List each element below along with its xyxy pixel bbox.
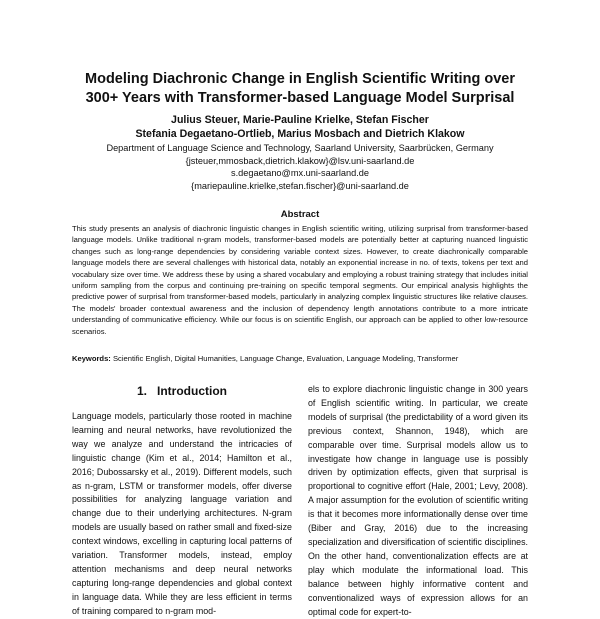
abstract-heading: Abstract	[280, 209, 320, 220]
email-uni: {mariepauline.krielke,stefan.fischer}@uni-saarland.de	[191, 180, 409, 191]
authors-line-2: Stefania Degaetano-Ortlieb, Marius Mosbach and Dietrich Klakow	[135, 127, 465, 140]
email-mx: s.degaetano@mx.uni-saarland.de	[230, 168, 370, 179]
intro-right-column: els to explore diachronic linguistic change in 300 years of English scientific writing. In particular, we create models of surprisal (the predictability of a word given its previous context, Shannon, 1948), which are comparable over time. Surprisal models allow us to investigate how change in language use is possibly driven by optimization effects, given that surprisal is proportional to cognitive effort (Hale, 2001; Levy, 2008). A major assumption for the evolution of scientific writing is that it becomes more informationally dense over time (Biber and Gray, 2016) due to the increasing specialization and diversification of scientific disciplines. On the other hand, conventionalization effects are at play which modulate the informational load. This balance between highly informative content and conventionalized ways of expression allows for an optimal code for expert-to-	[308, 384, 528, 617]
title-line-2: 300+ Years with Transformer-based Language Model Surprisal	[85, 90, 515, 106]
intro-left-column: Language models, particularly those rooted in machine learning and neural networks, have revolutionized the way we analyze and understand the intricacies of linguistic change (Kim et al., 2014; Hamilton et al., 2016; Dubossarsky et al., 2019). Different models, such as n-gram, LSTM or transformer models, offer diverse possibilities for analyzing language variation and change due to their underlying architectures. N-gram models are usually based on rather small and fixed-size context windows, excelling in capturing local patterns of variation. Transformer models, instead, employ attention mechanisms and deep neural networks capturing long-range dependencies and global context in language data. While they are less efficient in terms of training compared to n-gram mod-	[72, 411, 292, 616]
keywords-text: Scientific English, Digital Humanities, Language Change, Evaluation, Language Modeling, Transformer	[112, 354, 459, 363]
affiliation: Department of Language Science and Technology, Saarland University, Saarbrücken, Germany	[106, 143, 494, 153]
keywords	[72, 353, 528, 364]
affiliation-block	[40, 142, 560, 192]
paper-title	[40, 70, 560, 108]
title-line-1: Modeling Diachronic Change in English Scientific Writing over	[85, 71, 515, 87]
section-heading	[72, 384, 292, 398]
section-title: Introduction	[157, 384, 227, 398]
author-list	[40, 114, 560, 141]
email-lsv: {jsteuer,mmosback,dietrich.klakow}@lsv.uni-saarland.de	[185, 155, 415, 166]
section-number: 1.	[136, 384, 147, 398]
keywords-label: Keywords:	[72, 354, 111, 363]
authors-line-1: Julius Steuer, Marie-Pauline Krielke, Stefan Fischer	[171, 114, 429, 126]
abstract-text: This study presents an analysis of diachronic linguistic changes in English scientific writing, utilizing surprisal from transformer-based language models. Unlike traditional n-gram models, transformer-based models are potentially better at capturing nuanced linguistic changes such as long-range dependencies by considering variable context sizes. However, to create diachronically comparable language models there are several challenges with historical data, notably an exponential increase in no. of texts, tokens per text and vocabulary size over time. We address these by using a shared vocabulary and employing a robust training strategy that includes initial uniform sampling from the corpus and continuing pre-training on specific temporal segments. Our empirical analysis highlights the predictive power of surprisal from transformer-based models, particularly in analyzing complex linguistic structures like relative clauses. The models' broader contextual awareness and the inclusion of dependency length annotations contribute to a more intricate understanding of communicative efficiency. While our focus is on scientific English, our approach can be applied to other low-resource scenarios.	[72, 224, 528, 336]
